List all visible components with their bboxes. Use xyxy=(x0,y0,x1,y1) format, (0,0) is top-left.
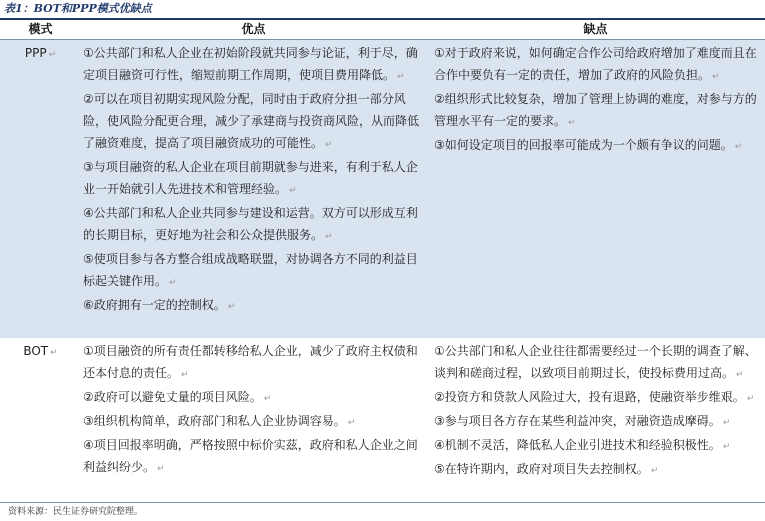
pros-item: ③与项目融资的私人企业在项目前期就参与进来，有利于私人企业一开始就引人先进技术和管理经验。 ↵ xyxy=(83,160,418,196)
cons-cell xyxy=(426,40,765,339)
comparison-table xyxy=(0,20,765,506)
table-header-row xyxy=(0,20,765,40)
cons-item: ②组织形式比较复杂，增加了管理上协调的难度，对参与方的管理水平有一定的要求。 ↵ xyxy=(434,92,757,128)
table-caption: 表1：BOT和PPP模式优缺点 xyxy=(4,2,152,15)
mode-label: BOT xyxy=(23,344,49,358)
pros-cell xyxy=(81,40,426,339)
cons-item: ①对于政府来说，如何确定合作公司给政府增加了难度而且在合作中要负有一定的责任，增加了政府的风险负担。 ↵ xyxy=(434,46,757,82)
header-cons: 缺点 xyxy=(426,20,765,40)
cons-item: ②投资方和贷款人风险过大，投有退路，使融资举步维艰。 ↵ xyxy=(434,390,755,404)
pros-item: ⑤使项目参与各方整合组成战略联盟，对协调各方不同的利益目标起关键作用。 ↵ xyxy=(83,252,418,288)
header-mode: 模式 xyxy=(0,20,81,40)
table-row-bot xyxy=(0,338,765,506)
source-rule xyxy=(0,502,765,503)
source-note: 资料来源：民生证券研究院整理。 xyxy=(8,507,144,517)
mode-label: PPP xyxy=(24,46,47,60)
pros-item: ②可以在项目初期实现风险分配，同时由于政府分担一部分风险，使风险分配更合理，减少了承建商与投资商风险，从而降低了融资难度，提高了项目融资成功的可能性。 ↵ xyxy=(83,92,420,150)
cons-item: ③参与项目各方存在某些利益冲突，对融资造成摩碍。 ↵ xyxy=(434,414,731,428)
table-row-ppp xyxy=(0,40,765,339)
cons-cell xyxy=(426,338,765,506)
pros-item: ⑥政府拥有一定的控制权。 ↵ xyxy=(83,298,236,312)
mode-cell: PPP ↵ xyxy=(0,40,81,339)
cons-item: ⑤在特许期内，政府对项目失去控制权。 ↵ xyxy=(434,462,659,476)
pros-item: ①公共部门和私人企业在初始阶段就共同参与论证，利于尽，确定项目融资可行性，缩短前期工作周期，使项目费用降低。 ↵ xyxy=(83,46,418,82)
mode-cell: BOT ↵ xyxy=(0,338,81,506)
pros-item: ①项目融资的所有责任都转移给私人企业，减少了政府主权债和还本付息的责任。 ↵ xyxy=(83,344,418,380)
pros-item: ②政府可以避免丈量的项目风险。 ↵ xyxy=(83,390,272,404)
header-pros: 优点 xyxy=(81,20,426,40)
cons-item: ①公共部门和私人企业往往都需要经过一个长期的调查了解、谈判和磋商过程，以致项目前期过长，使投标费用过高。 ↵ xyxy=(434,344,757,380)
pros-item: ④项目回报率明确，严格按照中标价实茲，政府和私人企业之间利益纠纷少。 ↵ xyxy=(83,438,418,474)
pros-item: ③组织机构简单，政府部门和私人企业协调容易。 ↵ xyxy=(83,414,356,428)
cons-item: ③如何设定项目的回报率可能成为一个颇有争议的问题。 ↵ xyxy=(434,138,743,152)
pros-item: ④公共部门和私人企业共同参与建设和运营。双方可以形成互利的长期目标，更好地为社会和公众提供服务。 ↵ xyxy=(83,206,418,242)
cons-item: ④机制不灵活，降低私人企业引进技术和经验积极性。 ↵ xyxy=(434,438,731,452)
pros-cell xyxy=(81,338,426,506)
